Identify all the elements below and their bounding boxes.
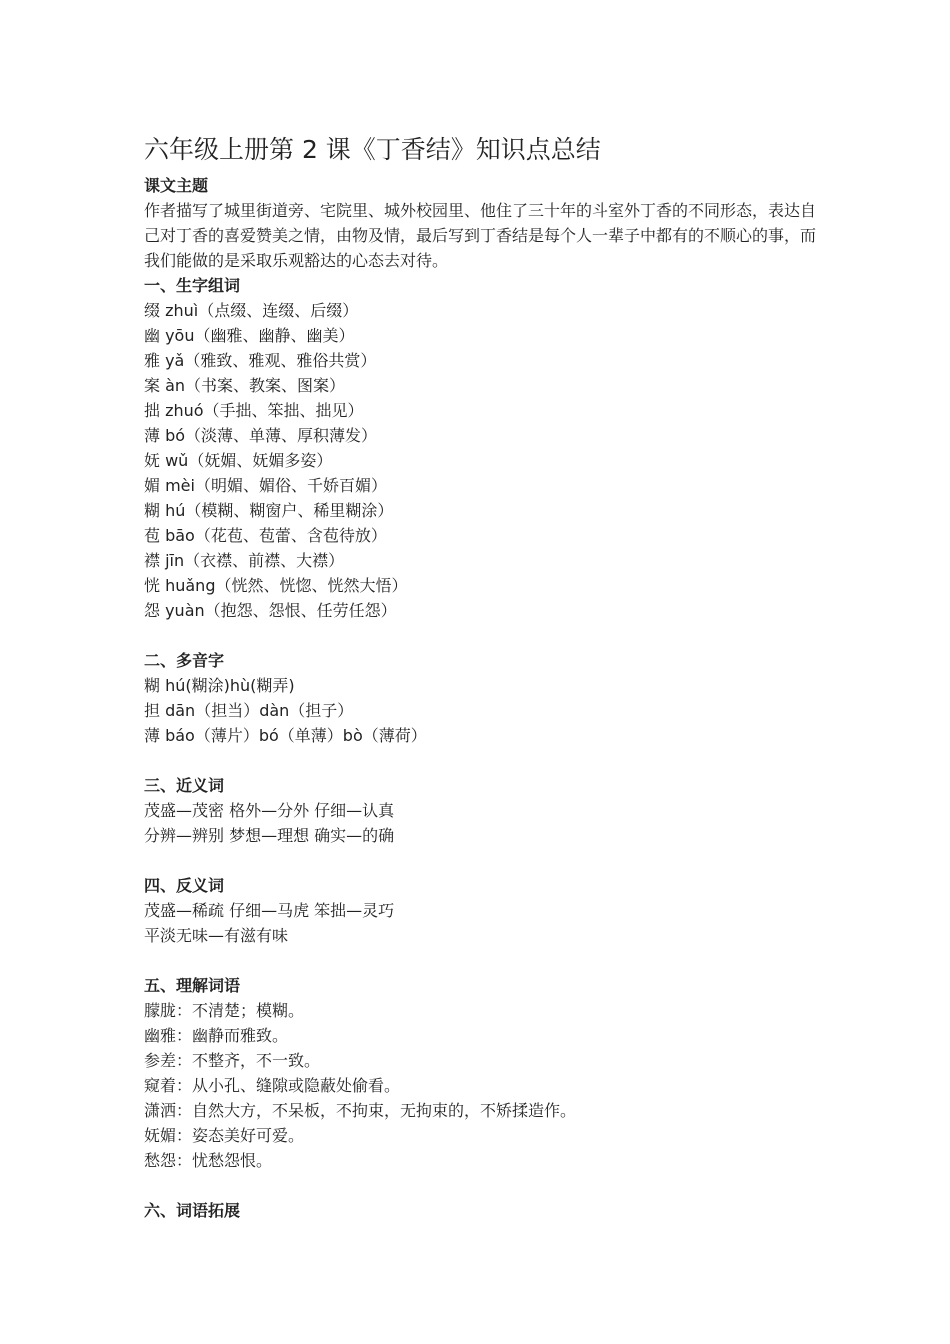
spacer xyxy=(144,1173,824,1198)
list-item: 薄 bó（淡薄、单薄、厚积薄发） xyxy=(144,426,378,445)
list-item: 薄 báo（薄片）bó（单薄）bò（薄荷） xyxy=(144,726,427,745)
spacer xyxy=(144,623,824,648)
section-heading: 三、近义词 xyxy=(144,776,225,795)
section-heading: 六、词语拓展 xyxy=(144,1201,241,1220)
list-item: 茂盛—茂密 格外—分外 仔细—认真 xyxy=(144,801,395,820)
list-item: 幽 yōu（幽雅、幽静、幽美） xyxy=(144,326,355,345)
section-word-expansion xyxy=(144,1198,824,1223)
list-item: 愁怨：忧愁怨恨。 xyxy=(144,1151,273,1170)
list-item: 怨 yuàn（抱怨、怨恨、任劳任怨） xyxy=(144,601,397,620)
list-item: 幽雅：幽静而雅致。 xyxy=(144,1026,289,1045)
list-item: 缀 zhuì（点缀、连缀、后缀） xyxy=(144,301,359,320)
section-antonyms xyxy=(144,873,824,948)
list-item: 分辨—辨别 梦想—理想 确实—的确 xyxy=(144,826,395,845)
document-page xyxy=(144,132,824,1223)
list-item: 窥着：从小孔、缝隙或隐蔽处偷看。 xyxy=(144,1076,401,1095)
spacer xyxy=(144,948,824,973)
list-item: 妩媚：姿态美好可爱。 xyxy=(144,1126,305,1145)
theme-section xyxy=(144,173,824,273)
list-item: 恍 huǎng（恍然、恍惚、恍然大悟） xyxy=(144,576,408,595)
list-item: 案 àn（书案、教案、图案） xyxy=(144,376,346,395)
section-heading: 二、多音字 xyxy=(144,651,225,670)
section-heading: 课文主题 xyxy=(144,176,209,195)
list-item: 苞 bāo（花苞、苞蕾、含苞待放） xyxy=(144,526,387,545)
document-title: 六年级上册第 2 课《丁香结》知识点总结 xyxy=(144,135,601,164)
list-item: 朦胧：不清楚；模糊。 xyxy=(144,1001,305,1020)
list-item: 襟 jīn（衣襟、前襟、大襟） xyxy=(144,551,345,570)
list-item: 平淡无味—有滋有味 xyxy=(144,926,289,945)
section-word-meanings xyxy=(144,973,824,1173)
spacer xyxy=(144,748,824,773)
list-item: 潇洒：自然大方，不呆板，不拘束，无拘束的，不矫揉造作。 xyxy=(144,1101,577,1120)
section-synonyms xyxy=(144,773,824,848)
list-item: 妩 wǔ（妩媚、妩媚多姿） xyxy=(144,451,333,470)
list-item: 参差：不整齐，不一致。 xyxy=(144,1051,321,1070)
section-heading: 四、反义词 xyxy=(144,876,225,895)
list-item: 拙 zhuó（手拙、笨拙、拙见） xyxy=(144,401,364,420)
list-item: 糊 hú（模糊、糊窗户、稀里糊涂） xyxy=(144,501,394,520)
list-item: 糊 hú(糊涂)hù(糊弄) xyxy=(144,676,295,695)
theme-paragraph: 作者描写了城里街道旁、宅院里、城外校园里、他住了三十年的斗室外丁香的不同形态，表达自己对丁香的喜爱赞美之情，由物及情，最后写到丁香结是每个人一辈子中都有的不顺心的事，而我们能做的是采取乐观豁达的心态去对待。 xyxy=(144,201,817,270)
list-item: 媚 mèi（明媚、媚俗、千娇百媚） xyxy=(144,476,387,495)
section-new-characters xyxy=(144,273,824,623)
list-item: 茂盛—稀疏 仔细—马虎 笨拙—灵巧 xyxy=(144,901,395,920)
list-item: 雅 yǎ（雅致、雅观、雅俗共赏） xyxy=(144,351,377,370)
section-heading: 五、理解词语 xyxy=(144,976,241,995)
section-heading: 一、生字组词 xyxy=(144,276,241,295)
list-item: 担 dān（担当）dàn（担子） xyxy=(144,701,354,720)
section-polyphones xyxy=(144,648,824,748)
spacer xyxy=(144,848,824,873)
